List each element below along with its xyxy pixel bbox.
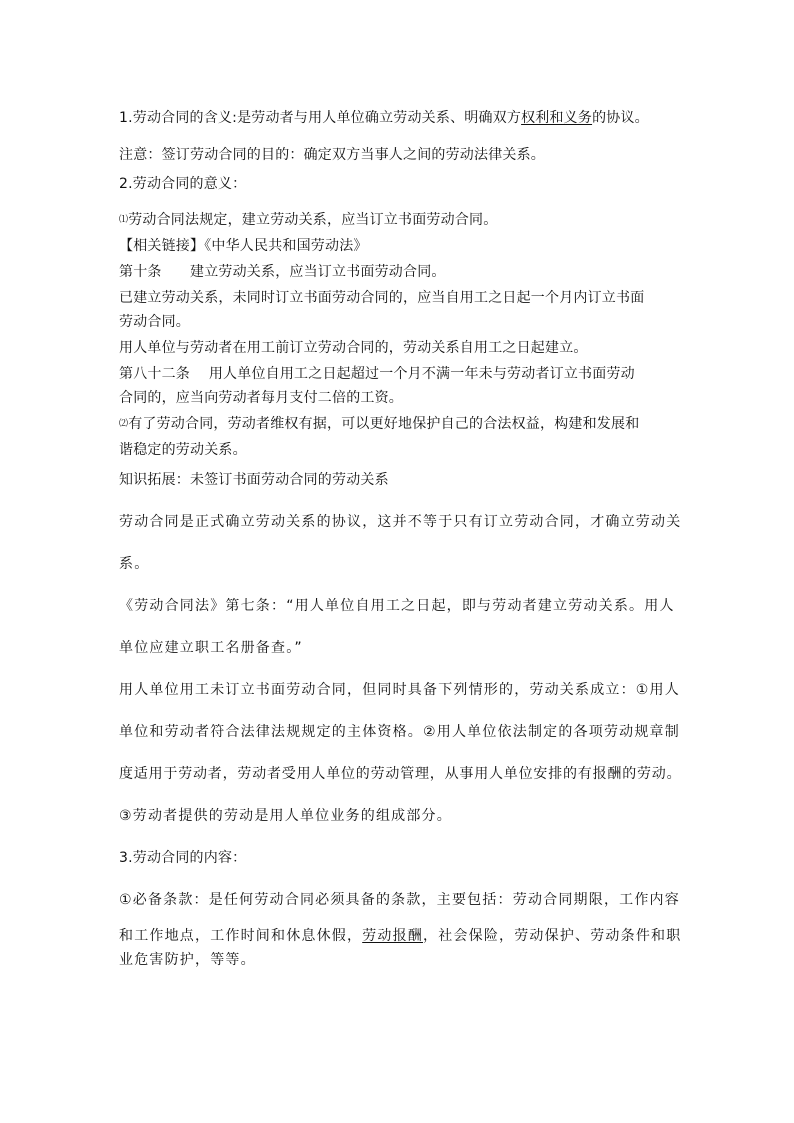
labor-remuneration-underlined: 劳动报酬 [362, 928, 424, 944]
related-link-heading: 【相关链接】《中华人民共和国劳动法》 [119, 238, 368, 254]
definition-line [119, 108, 649, 128]
paragraph-line: 已建立劳动关系，未同时订立书面劳动合同的，应当自用工之日起一个月内订立书面 [119, 290, 645, 306]
definition-text-end: 的协议。 [592, 110, 649, 126]
significance-item-2 [119, 414, 639, 434]
paragraph-line: 度适用于劳动者，劳动者受用人单位的劳动管理，从事用人单位安排的有报酬的劳动。 [119, 766, 682, 782]
paragraph-line: 用人单位用工未订立书面劳动合同，但同时具备下列情形的，劳动关系成立：①用人 [119, 682, 680, 698]
paragraph-line: ③劳动者提供的劳动是用人单位业务的组成部分。 [119, 808, 452, 824]
clauses-text-end: ，社会保险，劳动保护、劳动条件和职 [423, 928, 682, 944]
paragraph-line: 用人单位与劳动者在用工前订立劳动合同的，劳动关系自用工之日起建立。 [119, 340, 588, 356]
paragraph-line: 劳动合同。 [119, 314, 190, 330]
rights-and-obligations-underlined: 权利和义务 [521, 110, 593, 126]
paragraph-line: 劳动合同是正式确立劳动关系的协议，这并不等于只有订立劳动合同，才确立劳动关 [119, 514, 682, 530]
section-heading-content: 3.劳动合同的内容： [119, 850, 247, 866]
required-clauses-line [119, 926, 681, 946]
section-heading-significance: 2.劳动合同的意义： [119, 176, 247, 192]
paragraph-line: 系。 [119, 556, 150, 572]
paragraph-line: 单位和劳动者符合法律法规规定的主体资格。②用人单位依法制定的各项劳动规章制 [119, 724, 680, 740]
paragraph-line: 业危害防护，等等。 [119, 952, 256, 968]
article-82-line: 第八十二条 用人单位自用工之日起超过一个月不满一年未与劳动者订立书面劳动 [119, 366, 635, 382]
clauses-text-start: 和工作地点，工作时间和休息休假， [119, 928, 363, 944]
paragraph-line: 合同的，应当向劳动者每月支付二倍的工资。 [119, 390, 403, 406]
definition-text-start: 1.劳动合同的含义:是劳动者与用人单位确立劳动关系、明确双方 [119, 110, 522, 126]
article-10-line: 第十条 建立劳动关系，应当订立书面劳动合同。 [119, 264, 446, 280]
item-text: 劳动合同法规定，建立劳动关系，应当订立书面劳动合同。 [128, 212, 498, 228]
required-clauses-line: ①必备条款：是任何劳动合同必须具备的条款，主要包括：劳动合同期限，工作内容 [119, 892, 680, 908]
paragraph-line: 谐稳定的劳动关系。 [119, 442, 247, 458]
knowledge-extension-heading: 知识拓展：未签订书面劳动合同的劳动关系 [119, 472, 389, 488]
item-marker: ⑴ [119, 215, 129, 225]
article-7-quote-line: 《劳动合同法》第七条：“用人单位自用工之日起，即与劳动者建立劳动关系。用人 [119, 598, 675, 614]
paragraph-line: 单位应建立职工名册备查。” [119, 640, 303, 656]
note-line: 注意：签订劳动合同的目的：确定双方当事人之间的劳动法律关系。 [119, 147, 545, 163]
item-text: 有了劳动合同，劳动者维权有据，可以更好地保护自己的合法权益，构建和发展和 [128, 416, 640, 432]
significance-item-1 [119, 210, 497, 230]
item-marker: ⑵ [119, 419, 129, 429]
